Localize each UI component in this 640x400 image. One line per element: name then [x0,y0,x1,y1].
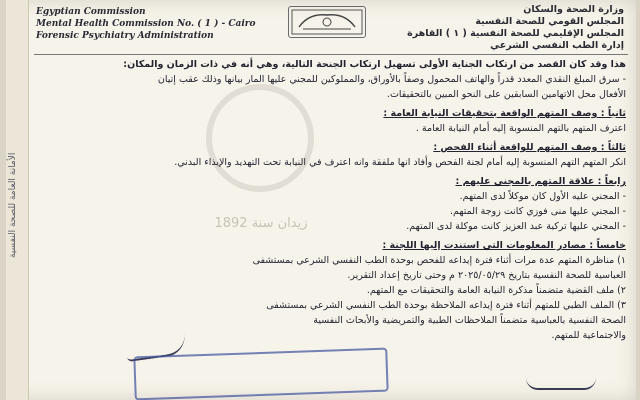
intro-line: الأفعال محل الاتهامين السابقين على النحو المبين بالتحقيقات. [386,89,626,100]
section-3-title: ثالثاً : وصف المتهم للواقعة أثناء الفحص : [433,142,626,153]
section-5-item: الصحة النفسية بالعباسية متضمناً الملاحظات الطبية والتمريضية والأبحاث النفسية [313,315,626,326]
signature-mark [526,378,596,390]
section-5-item: العباسية للصحة النفسية بتاريخ ٢٠٢٥/٠٥/٢٩ م وحتى تاريخ إعداد التقرير. [347,270,626,281]
section-5-title: خامساً : مصادر المعلومات التي استندت إليها اللجنة : [382,240,626,251]
header-ar-line: وزارة الصحة والسكان [523,4,624,15]
header-en-line: Forensic Psychiatry Administration [36,31,214,41]
report-body [36,57,626,343]
header-arabic [394,4,624,52]
section-4-title: رابعاً : علاقة المتهم بالمجني عليهم : [455,176,626,187]
section-4-item: - المجني عليها تركية عبد العزيز كانت موكلة لدى المتهم. [406,221,626,232]
header-en-line: Mental Health Commission No. ( 1 ) - Cairo [36,19,256,29]
header-divider [34,54,628,55]
section-4-item: - المجني عليه الأول كان موكلاً لدى المتهم. [459,191,626,202]
header-ar-line: إدارة الطب النفسي الشرعي [490,40,624,51]
intro-line: هذا وقد كان القصد من ارتكاب الجناية الأولى تسهيل ارتكاب الجنحة التالية، وهي أنه في ذات الزمان والمكان: [123,59,626,70]
watermark-subtitle: زيدان سنة 1892 [214,216,308,231]
section-5-item: ١) مناظرة المتهم عدة مرات أثناء فترة إيداعه للفحص بوحدة الطب النفسي الشرعي بمستشفى [252,255,626,266]
side-strip-text: الأمانة العامة للصحة النفسية [8,152,18,258]
section-5-item: ٢) ملف القضية متضمناً مذكرة النيابة العامة والتحقيقات مع المتهم. [366,285,626,296]
document-page [6,0,636,400]
section-2-text: اعترف المتهم بالتهم المنسوبة إليه أمام النيابة العامة . [415,123,626,134]
header-ar-line: المجلس القومي للصحة النفسية [475,16,624,27]
header-ar-line: المجلس الإقليمي للصحة النفسية ( ١ ) القاهرة [407,28,624,39]
section-4-item: - المجني عليها منى فوزي كانت زوجة المتهم. [450,206,626,217]
section-3-text: انكر المتهم التهم المنسوبة إليه أمام لجنة الفحص وأفاد انها ملفقة وانه اعترف في النيابة تحت التهديد والإيذاء البدني. [174,157,626,168]
section-5-item: والاجتماعية للمتهم. [551,330,626,341]
section-2-title: ثانياً : وصف المتهم الواقعة بتحقيقات النيابة العامة : [383,108,626,119]
section-5-item: ٣) الملف الطبي للمتهم أثناء فترة إيداعه الملاحظة بوحدة الطب النفسي الشرعي بمستشفى [266,300,626,311]
header-english [36,6,256,42]
intro-line: - سرق المبلغ النقدي المعدد قدراً والهاتف المحمول وصفاً بالأوراق، والمملوكين للمجني عليها المار بيانها وذلك عقب إتيان [157,74,626,85]
header-en-line: Egyptian Commission [36,7,146,17]
side-strip [6,0,29,400]
ministry-emblem-icon [288,6,366,38]
official-stamp [133,348,388,400]
